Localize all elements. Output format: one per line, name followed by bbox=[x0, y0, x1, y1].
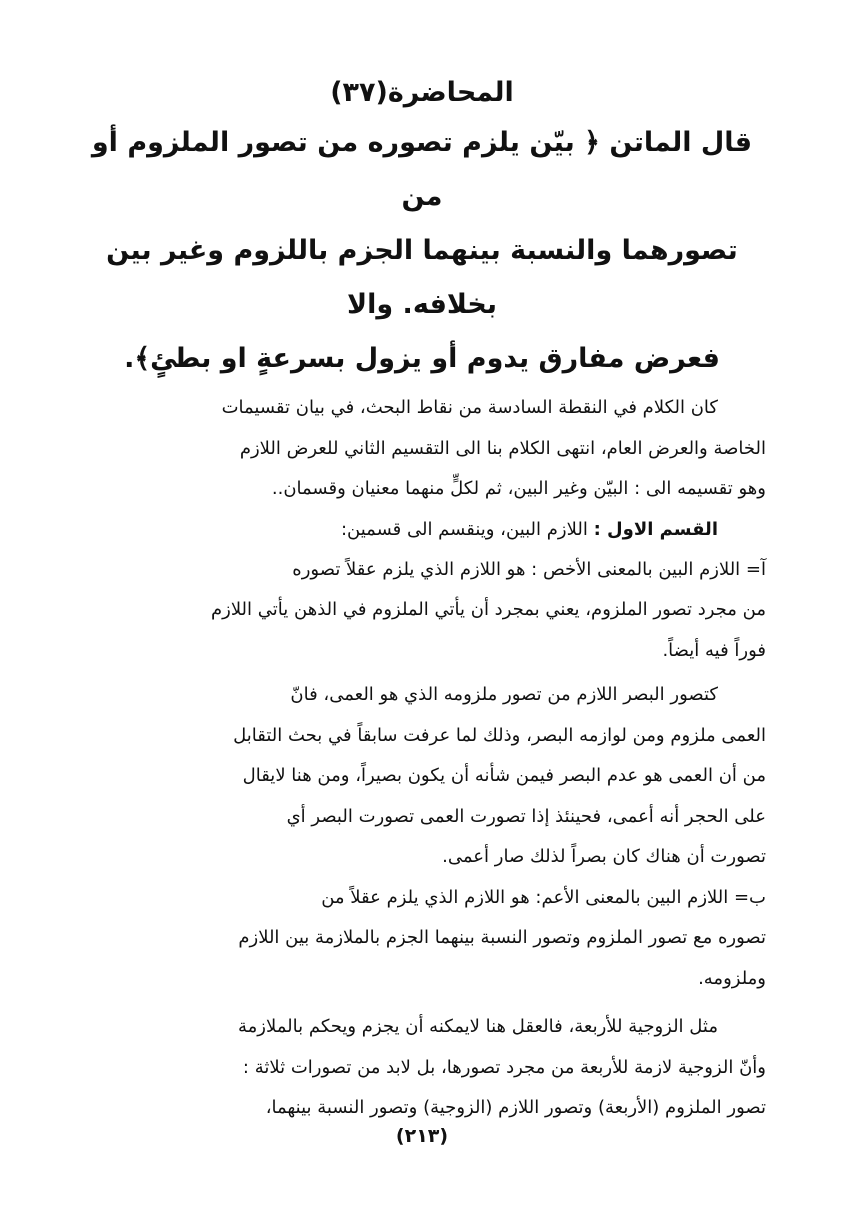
paragraph-line: مثل الزوجية للأربعة، فالعقل هنا لايمكنه أن يجزم ويحكم بالملازمة bbox=[238, 1016, 718, 1037]
example-paragraph bbox=[78, 675, 766, 878]
closing-paragraph bbox=[78, 1007, 766, 1129]
paragraph-line: كتصور البصر اللازم من تصور ملزومه الذي هو العمى، فانّ bbox=[290, 684, 718, 705]
paragraph-line: كان الكلام في النقطة السادسة من نقاط البحث، في بيان تقسيمات bbox=[221, 397, 718, 418]
quote-line: قال الماتن ﴿ بيّن يلزم تصوره من تصور الملزوم أو من bbox=[91, 127, 753, 212]
quote-line: فعرض مفارق يدوم أو يزول بسرعةٍ او بطئٍ﴾. bbox=[124, 343, 720, 374]
paragraph-line: وملزومه. bbox=[698, 967, 766, 989]
section-heading bbox=[78, 510, 766, 550]
paragraph-line: وهو تقسيمه الى : البيّن وغير البين، ثم لكلٍّ منهما معنيان وقسمان.. bbox=[271, 478, 766, 499]
paragraph-line: على الحجر أنه أعمى، فحينئذ إذا تصورت العمى تصورت البصر أي bbox=[286, 805, 766, 827]
paragraph-line: العمى ملزوم ومن لوازمه البصر، وذلك لما عرفت سابقاً في بحث التقابل bbox=[233, 724, 766, 746]
section-heading-label: القسم الاول : bbox=[593, 518, 718, 540]
definition-b-paragraph bbox=[78, 878, 766, 1000]
matn-quote bbox=[78, 116, 766, 386]
page-number: (٢١٣) bbox=[395, 1125, 449, 1147]
paragraph-line: آ= اللازم البين بالمعنى الأخص : هو اللازم الذي يلزم عقلاً تصوره bbox=[292, 558, 766, 580]
definition-a-paragraph bbox=[78, 550, 766, 672]
intro-paragraph bbox=[78, 388, 766, 510]
paragraph-line: من أن العمى هو عدم البصر فيمن شأنه أن يكون بصيراً، ومن هنا لايقال bbox=[242, 765, 766, 786]
paragraph-line: تصورت أن هناك كان بصراً لذلك صار أعمى. bbox=[442, 846, 766, 867]
section-heading-text: اللازم البين، وينقسم الى قسمين: bbox=[340, 518, 588, 540]
paragraph-line: من مجرد تصور الملزوم، يعني بمجرد أن يأتي الملزوم في الذهن يأتي اللازم bbox=[210, 599, 766, 620]
paragraph-line: ب= اللازم البين بالمعنى الأعم: هو اللازم الذي يلزم عقلاً من bbox=[321, 886, 766, 908]
paragraph-line: وأنّ الزوجية لازمة للأربعة من مجرد تصورها، بل لابد من تصورات ثلاثة : bbox=[242, 1056, 766, 1078]
document-page bbox=[78, 70, 766, 1129]
paragraph-line: تصور الملزوم (الأربعة) وتصور اللازم (الزوجية) وتصور النسبة بينهما، bbox=[265, 1097, 766, 1118]
paragraph-line: الخاصة والعرض العام، انتهى الكلام بنا الى التقسيم الثاني للعرض اللازم bbox=[239, 437, 766, 459]
paragraph-line: فوراً فيه أيضاً. bbox=[662, 639, 766, 661]
quote-line: تصورهما والنسبة بينهما الجزم باللزوم وغير بين بخلافه. والا bbox=[106, 235, 738, 320]
lecture-title: المحاضرة(٣٧) bbox=[330, 77, 514, 108]
paragraph-line: تصوره مع تصور الملزوم وتصور النسبة بينهما الجزم بالملازمة بين اللازم bbox=[238, 927, 766, 948]
